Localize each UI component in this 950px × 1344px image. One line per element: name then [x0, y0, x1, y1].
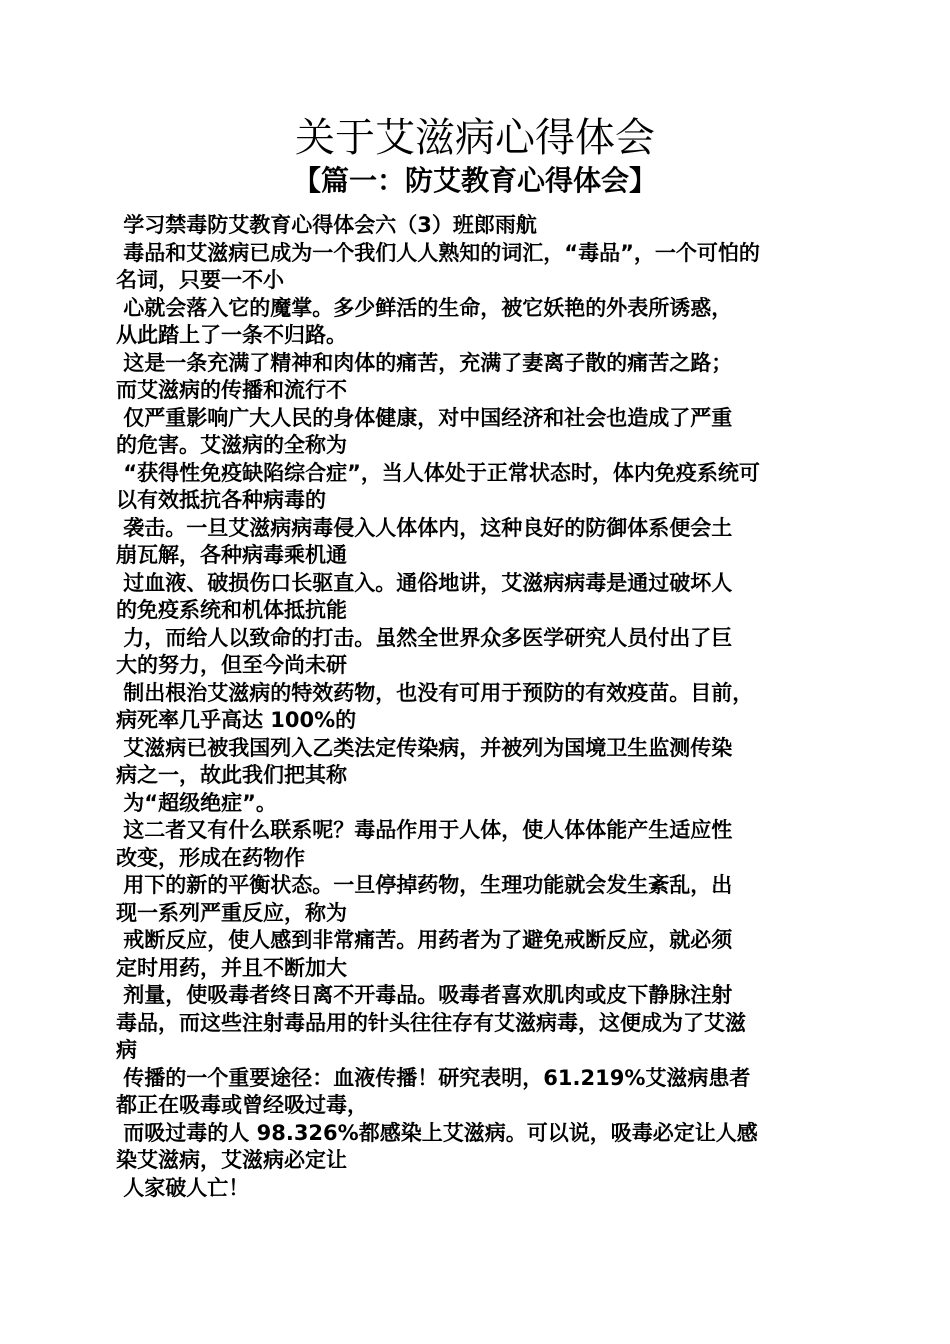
- body-text-line: 都正在吸毒或曾经吸过毒，: [116, 1093, 368, 1117]
- document-body: [116, 212, 838, 1202]
- document-title: 关于艾滋病心得体会: [295, 115, 655, 161]
- body-text-line: 艾滋病已被我国列入乙类法定传染病，并被列为国境卫生监测传染: [116, 735, 733, 760]
- body-text-line: “获得性免疫缺陷综合症”，当人体处于正常状态时，体内免疫系统可: [116, 460, 760, 485]
- body-text-line: 戒断反应，使人感到非常痛苦。用药者为了避免戒断反应，就必须: [116, 928, 733, 952]
- document-subtitle: 【篇一：防艾教育心得体会】: [292, 164, 657, 197]
- body-text-line: 病之一，故此我们把其称: [116, 763, 347, 787]
- body-text-line: 人家破人亡！: [116, 1175, 250, 1200]
- body-text-line: 染艾滋病，艾滋病必定让: [116, 1148, 347, 1172]
- body-text-line: 剂量，使吸毒者终日离不开毒品。吸毒者喜欢肌肉或皮下静脉注射: [116, 983, 733, 1007]
- body-text-line: 毒品和艾滋病已成为一个我们人人熟知的词汇，“毒品”，一个可怕的: [116, 240, 760, 265]
- body-text-line: 这是一条充满了精神和肉体的痛苦，充满了妻离子散的痛苦之路；: [116, 350, 733, 375]
- body-text-line: 用下的新的平衡状态。一旦停掉药物，生理功能就会发生紊乱，出: [116, 873, 733, 897]
- body-text-line: 而吸过毒的人 98.326%都感染上艾滋病。可以说，吸毒必定让人感: [116, 1120, 758, 1145]
- body-text-line: 学习禁毒防艾教育心得体会六（3）班郎雨航: [116, 213, 537, 237]
- body-text-line: 现一系列严重反应，称为: [116, 900, 347, 925]
- body-text-line: 制出根治艾滋病的特效药物，也没有可用于预防的有效疫苗。目前，: [116, 680, 754, 705]
- body-text-line: 心就会落入它的魔掌。多少鲜活的生命，被它妖艳的外表所诱惑，: [116, 295, 733, 320]
- body-text-line: 的免疫系统和机体抵抗能: [116, 598, 347, 622]
- body-text-line: 名词，只要一不小: [116, 268, 284, 292]
- body-text-line: 过血液、破损伤口长驱直入。通俗地讲，艾滋病病毒是通过破坏人: [116, 570, 733, 595]
- body-text-line: 而艾滋病的传播和流行不: [116, 378, 347, 402]
- body-text-line: 袭击。一旦艾滋病病毒侵入人体体内，这种良好的防御体系便会土: [116, 515, 733, 540]
- body-text-line: 传播的一个重要途径：血液传播！研究表明，61.219%艾滋病患者: [116, 1065, 751, 1090]
- body-text-line: 的危害。艾滋病的全称为: [116, 433, 347, 457]
- body-text-line: 定时用药，并且不断加大: [116, 955, 347, 980]
- body-text-line: 病死率几乎高达 100%的: [116, 708, 357, 732]
- body-text-line: 力，而给人以致命的打击。虽然全世界众多医学研究人员付出了巨: [116, 625, 733, 650]
- body-text-line: 改变，形成在药物作: [116, 845, 305, 870]
- body-text-line: 仅严重影响广大人民的身体健康，对中国经济和社会也造成了严重: [116, 405, 733, 430]
- body-text-line: 毒品，而这些注射毒品用的针头往往存有艾滋病毒，这便成为了艾滋: [116, 1010, 746, 1035]
- body-text-line: 大的努力，但至今尚未研: [116, 653, 347, 677]
- body-text-line: 崩瓦解，各种病毒乘机通: [116, 543, 347, 567]
- body-text-line: 病: [116, 1038, 137, 1062]
- body-text-line: 这二者又有什么联系呢？毒品作用于人体，使人体体能产生适应性: [116, 818, 733, 842]
- body-text-line: 以有效抵抗各种病毒的: [116, 488, 326, 512]
- body-text-line: 从此踏上了一条不归路。: [116, 323, 347, 347]
- body-text-line: 为“超级绝症”。: [116, 790, 277, 815]
